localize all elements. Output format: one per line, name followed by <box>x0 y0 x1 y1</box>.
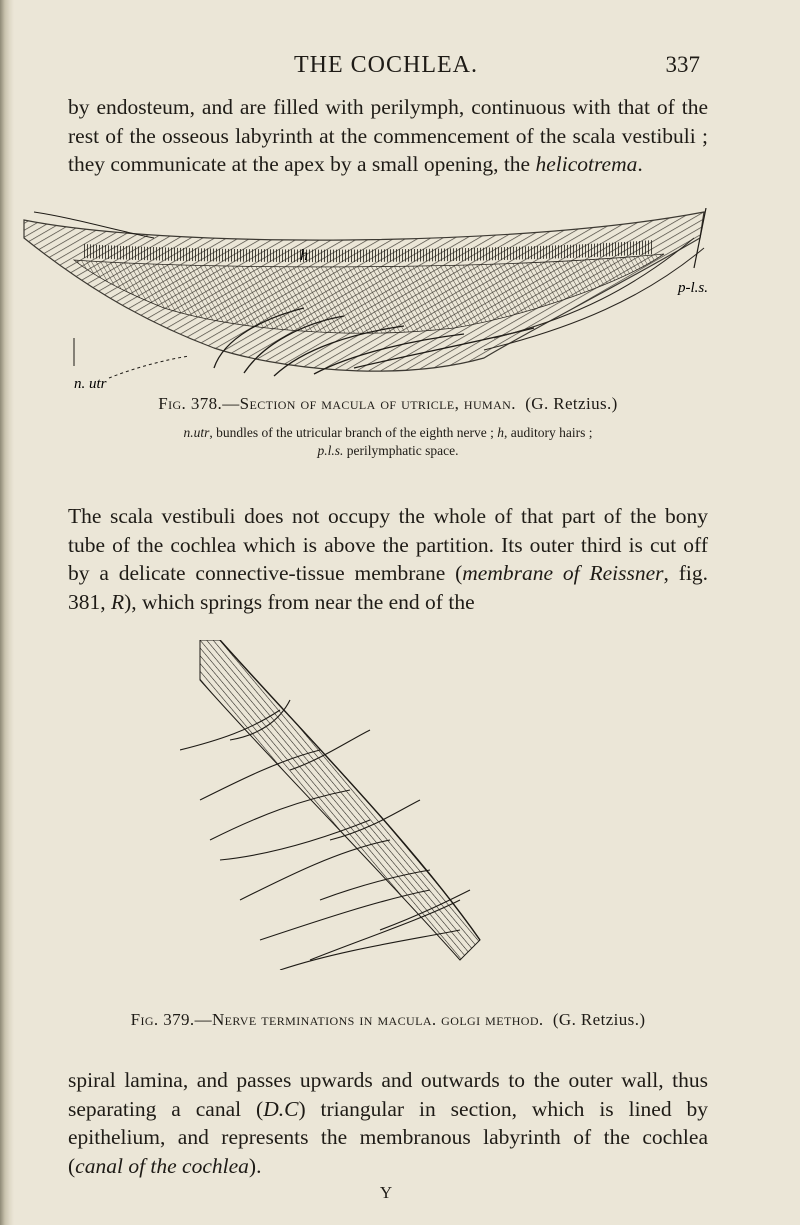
paragraph-3-mid: ) triangular in section, which is lined by epithelium, and represents the membranous labyrinth of the cochlea ( <box>68 1096 709 1178</box>
term-canal-cochlea: canal of the cochlea <box>75 1153 249 1178</box>
paragraph-2-ref: , fig. 381, <box>68 561 708 614</box>
caption-379-number: Fig. 379. <box>130 1010 195 1029</box>
figure-378-drawing <box>14 208 714 400</box>
caption-378-title: —Section of macula of utricle, human. <box>222 394 516 413</box>
legend-term-nutr: n.utr <box>183 425 210 440</box>
paragraph-2-end: ), which springs from near the end of the <box>124 589 475 614</box>
legend-desc-pls: perilymphatic space. <box>343 443 459 458</box>
paragraph-1-text: by endosteum, and are filled with perilymph, continuous with that of the rest of the osseous labyrinth at the commencement of the scala vestibuli ; they communicate at the apex by a small opening, the <box>68 95 708 176</box>
paragraph-1-end: . <box>637 152 643 176</box>
figure-379-illustration <box>180 640 580 970</box>
figure-378-legend <box>68 424 708 460</box>
legend-desc-h: , auditory hairs ; <box>504 425 593 440</box>
caption-379-credit: (G. Retzius.) <box>552 1010 646 1029</box>
page-number: 337 <box>665 52 700 77</box>
term-dc: D.C <box>263 1096 299 1121</box>
paragraph-2 <box>68 502 708 616</box>
caption-378-number: Fig. 378. <box>158 394 223 413</box>
figure-379-caption <box>68 1010 708 1030</box>
legend-term-pls: p.l.s. <box>317 443 344 458</box>
figure-378-illustration <box>14 208 714 400</box>
paragraph-1 <box>68 93 708 179</box>
legend-term-h: h <box>497 425 505 440</box>
figure-379-drawing <box>180 640 580 970</box>
term-r: R <box>111 589 125 614</box>
caption-378-credit: (G. Retzius.) <box>525 394 618 413</box>
paragraph-3-end: ). <box>248 1153 262 1178</box>
term-membrane-reissner: membrane of Reissner <box>462 561 664 585</box>
page-edge-shadow <box>0 0 14 1225</box>
paragraph-3-text: spiral lamina, and passes upwards and outwards to the outer wall, thus separating a canal ( <box>68 1068 708 1121</box>
paragraph-3 <box>68 1066 708 1180</box>
page-header <box>0 52 800 82</box>
label-h: h <box>300 247 308 264</box>
label-nutr: n. utr <box>74 376 107 392</box>
label-pls: p-l.s. <box>678 280 708 296</box>
signature-mark: Y <box>379 1183 393 1202</box>
term-helicotrema: helicotrema <box>535 152 638 176</box>
legend-desc-nutr: , bundles of the utricular branch of the eighth nerve ; <box>209 425 498 440</box>
running-title: THE COCHLEA. <box>294 52 478 78</box>
nerve-terminations <box>180 700 470 970</box>
nerve-pointer <box>109 356 189 378</box>
paragraph-2-text: The scala vestibuli does not occupy the whole of that part of the bony tube of the cochlea which is above the partition. Its outer third is cut off by a delicate connective-tissue membrane ( <box>68 504 708 585</box>
macula-epithelium <box>200 640 480 960</box>
caption-379-title: —Nerve terminations in macula. golgi method. <box>194 1010 544 1029</box>
figure-378-caption <box>68 394 708 414</box>
